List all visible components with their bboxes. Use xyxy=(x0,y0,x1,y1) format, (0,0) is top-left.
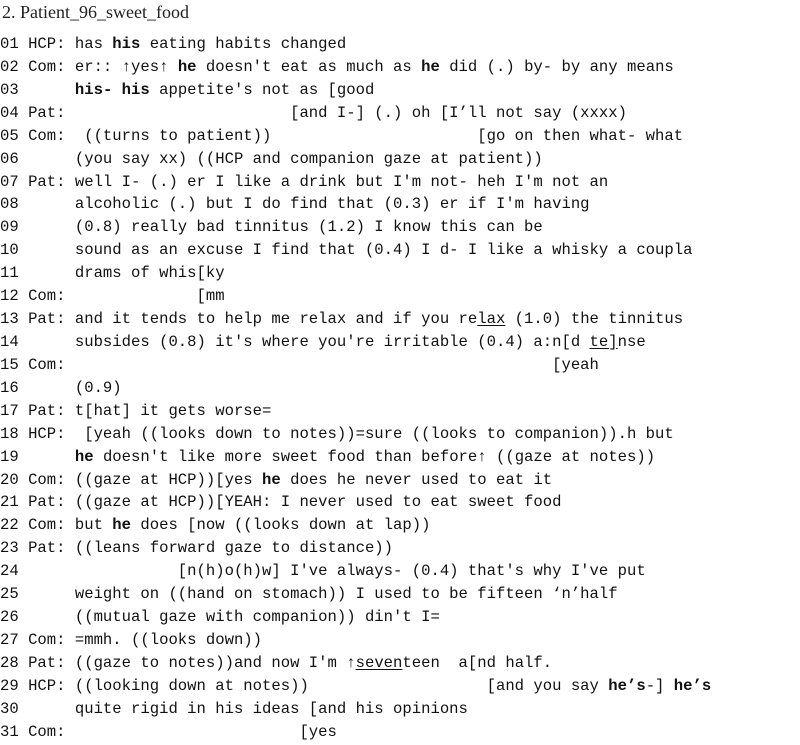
transcript-line xyxy=(0,308,711,331)
line-text: 14 subsides (0.8) it's where you're irritable (0.4) a:n[d xyxy=(0,332,590,351)
line-text: 13 Pat: and it tends to help me relax and if you re xyxy=(0,310,478,329)
transcript-line xyxy=(0,514,711,537)
line-text: 15 Com: [yeah xyxy=(0,355,599,374)
transcript-line xyxy=(0,583,711,606)
transcript xyxy=(0,33,711,744)
emphasis-text: he xyxy=(421,57,440,76)
line-text: 16 (0.9) xyxy=(0,378,122,397)
line-text: 03 xyxy=(0,80,75,99)
line-text: 19 xyxy=(0,447,75,466)
line-text: 24 [n(h)o(h)w] I've always- (0.4) that's why I've put xyxy=(0,562,646,581)
transcript-line xyxy=(0,193,711,216)
line-text: 20 Com: ((gaze at HCP))[yes xyxy=(0,470,263,489)
line-text: teen a[nd half. xyxy=(402,653,553,672)
line-text: 18 HCP: [yeah ((looks down to notes))=sure ((looks to companion)).h but xyxy=(0,424,674,443)
line-text: 26 ((mutual gaze with companion)) din't I= xyxy=(0,608,440,627)
line-text: 17 Pat: t[hat] it gets worse= xyxy=(0,401,272,420)
line-text: 05 Com: ((turns to patient)) [go on then what- what xyxy=(0,126,684,145)
line-text: 25 weight on ((hand on stomach)) I used to be fifteen ‘n’half xyxy=(0,585,618,604)
transcript-line xyxy=(0,125,711,148)
stressed-text: lax xyxy=(477,310,506,329)
transcript-line xyxy=(0,446,711,469)
emphasis-text: he xyxy=(262,470,281,489)
line-text: 12 Com: [mm xyxy=(0,287,225,306)
line-text: 21 Pat: ((gaze at HCP))[YEAH: I never used to eat sweet food xyxy=(0,493,562,512)
transcript-line xyxy=(0,262,711,285)
line-text: 31 Com: [yes xyxy=(0,722,337,741)
transcript-line xyxy=(0,216,711,239)
transcript-line xyxy=(0,698,711,721)
transcript-line xyxy=(0,102,711,125)
emphasis-text: he’s xyxy=(673,676,712,695)
line-text: 29 HCP: ((looking down at notes)) [and you say xyxy=(0,676,609,695)
transcript-line xyxy=(0,56,711,79)
line-text: 09 (0.8) really bad tinnitus (1.2) I know this can be xyxy=(0,218,543,237)
transcript-line xyxy=(0,721,711,744)
line-text: 22 Com: but xyxy=(0,516,113,535)
line-text: 23 Pat: ((leans forward gaze to distance)) xyxy=(0,539,394,558)
line-text: doesn't eat as much as xyxy=(196,57,422,76)
line-text: does he never used to eat it xyxy=(280,470,553,489)
transcript-line xyxy=(0,148,711,171)
emphasis-text: his- his xyxy=(74,80,150,99)
transcript-line xyxy=(0,354,711,377)
line-text: 10 sound as an excuse I find that (0.4) I d- I like a whisky a coupla xyxy=(0,241,693,260)
transcript-line xyxy=(0,79,711,102)
line-text: (1.0) the tinnitus xyxy=(505,310,684,329)
line-text: 27 Com: =mmh. ((looks down)) xyxy=(0,630,263,649)
transcript-line xyxy=(0,491,711,514)
emphasis-text: his xyxy=(112,35,141,53)
transcript-line xyxy=(0,377,711,400)
line-text: 04 Pat: [and I-] (.) oh [I’ll not say (xxxx) xyxy=(0,103,627,122)
transcript-line xyxy=(0,560,711,583)
line-text: 02 Com: er:: ↑yes↑ xyxy=(0,57,178,76)
transcript-line xyxy=(0,537,711,560)
line-text: 07 Pat: well I- (.) er I like a drink but I'm not- heh I'm not an xyxy=(0,172,609,191)
stressed-text: te] xyxy=(589,332,618,351)
transcript-line xyxy=(0,423,711,446)
transcript-line xyxy=(0,606,711,629)
transcript-line xyxy=(0,400,711,423)
line-text: 30 quite rigid in his ideas [and his opinions xyxy=(0,699,468,718)
emphasis-text: he xyxy=(177,57,197,76)
transcript-line xyxy=(0,33,711,56)
transcript-line xyxy=(0,629,711,652)
line-text: 06 (you say xx) ((HCP and companion gaze at patient)) xyxy=(0,149,543,168)
line-text: 11 drams of whis[ky xyxy=(0,264,225,283)
emphasis-text: he’s xyxy=(608,676,646,695)
transcript-line xyxy=(0,652,711,675)
emphasis-text: he xyxy=(112,516,132,535)
line-text: nse xyxy=(617,332,646,351)
line-text: 01 HCP: has xyxy=(0,35,113,53)
transcript-line xyxy=(0,171,711,194)
line-text: doesn't like more sweet food than before↑ ((gaze at notes)) xyxy=(93,447,656,466)
line-text: -] xyxy=(645,676,674,695)
line-text: eating habits changed xyxy=(140,35,347,53)
line-text: appetite's not as [good xyxy=(149,80,375,99)
transcript-line xyxy=(0,469,711,492)
line-text: 08 alcoholic (.) but I do find that (0.3) er if I'm having xyxy=(0,195,590,214)
line-text: does [now ((looks down at lap)) xyxy=(131,516,431,535)
stressed-text: seven xyxy=(355,653,403,672)
document-title: 2. Patient_96_sweet_food xyxy=(2,2,189,22)
transcript-line xyxy=(0,285,711,308)
line-text: 28 Pat: ((gaze to notes))and now I'm ↑ xyxy=(0,653,356,672)
transcript-line xyxy=(0,331,711,354)
transcript-line xyxy=(0,239,711,262)
line-text: did (.) by- by any means xyxy=(439,57,674,76)
transcript-line xyxy=(0,675,711,698)
emphasis-text: he xyxy=(74,447,94,466)
